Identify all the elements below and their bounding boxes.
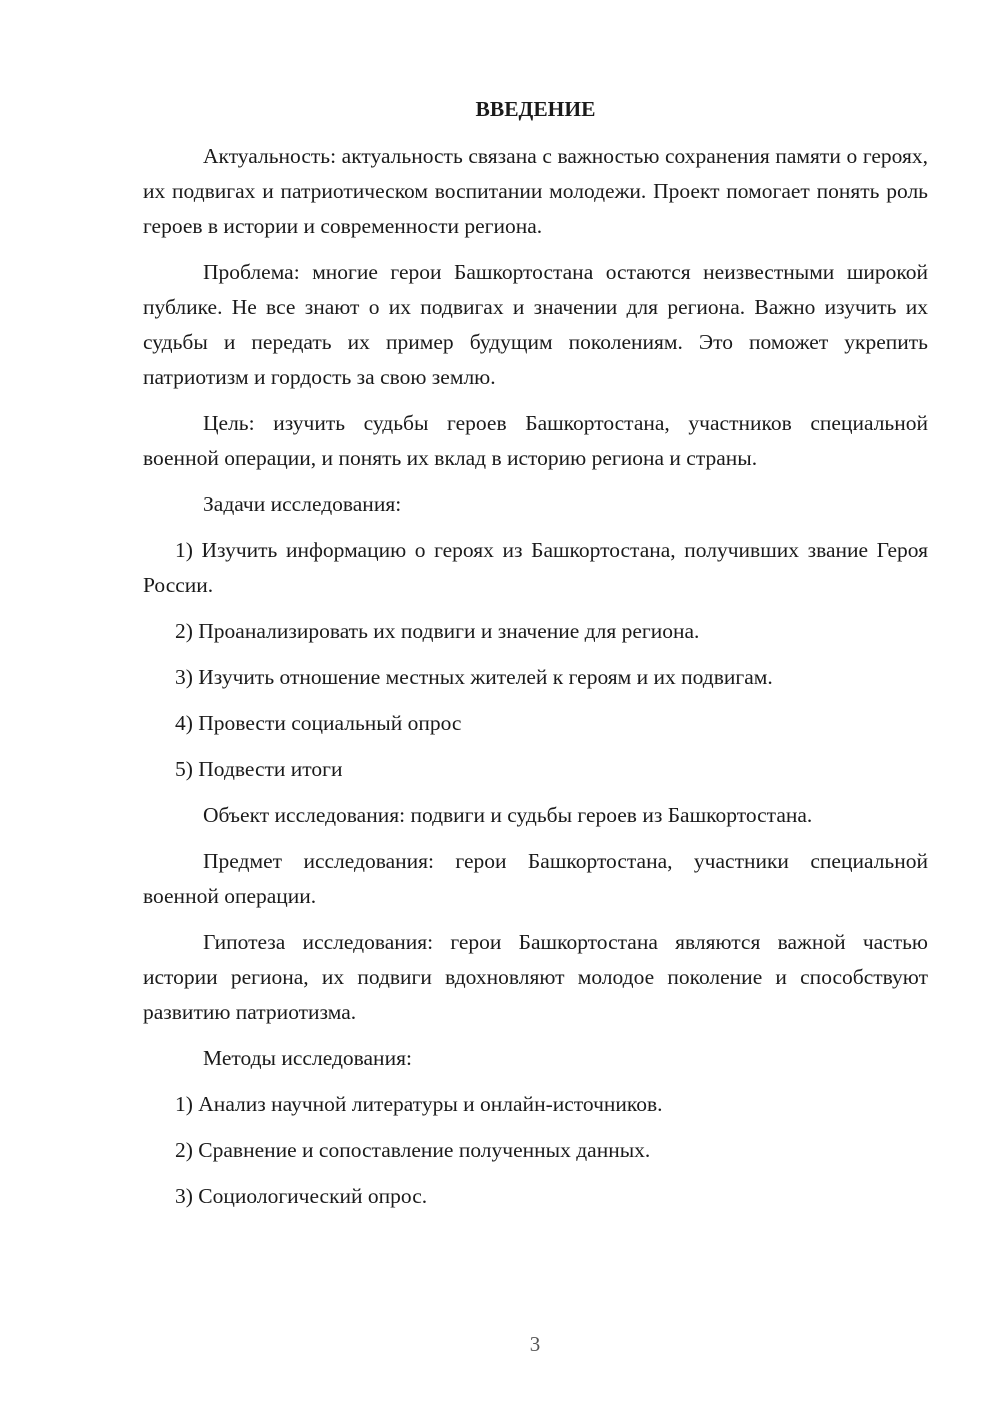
problem-paragraph: Проблема: многие герои Башкортостана остаются неизвестными широкой публике. Не все знают о их подвигах и значении для региона. Важно изучить их судьбы и передать их пример будущим поколениям. Это поможет укрепить патриотизм и гордость за свою землю. <box>143 260 928 389</box>
task-item-3: 3) Изучить отношение местных жителей к героям и их подвигам. <box>175 665 773 689</box>
method-item-2: 2) Сравнение и сопоставление полученных данных. <box>175 1138 651 1162</box>
hypothesis-paragraph: Гипотеза исследования: герои Башкортостана являются важной частью истории региона, их подвиги вдохновляют молодое поколение и способствуют развитию патриотизма. <box>143 930 928 1024</box>
tasks-heading: Задачи исследования: <box>203 492 402 516</box>
relevance-paragraph: Актуальность: актуальность связана с важностью сохранения памяти о героях, их подвигах и патриотическом воспитании молодежи. Проект помогает понять роль героев в истории и современности региона. <box>143 144 928 238</box>
task-item-1: 1) Изучить информацию о героях из Башкортостана, получивших звание Героя России. <box>143 538 928 597</box>
object-paragraph: Объект исследования: подвиги и судьбы героев из Башкортостана. <box>203 803 813 827</box>
document-page <box>143 92 928 1225</box>
task-item-4: 4) Провести социальный опрос <box>175 711 462 735</box>
methods-heading: Методы исследования: <box>203 1046 412 1070</box>
goal-paragraph: Цель: изучить судьбы героев Башкортостана, участников специальной военной операции, и понять их вклад в историю региона и страны. <box>143 411 928 470</box>
task-item-2: 2) Проанализировать их подвиги и значение для региона. <box>175 619 700 643</box>
subject-paragraph: Предмет исследования: герои Башкортостана, участники специальной военной операции. <box>143 849 928 908</box>
task-item-5: 5) Подвести итоги <box>175 757 343 781</box>
method-item-1: 1) Анализ научной литературы и онлайн-источников. <box>175 1092 663 1116</box>
method-item-3: 3) Социологический опрос. <box>175 1184 428 1208</box>
section-title: ВВЕДЕНИЕ <box>475 97 596 121</box>
page-number: 3 <box>529 1332 541 1356</box>
